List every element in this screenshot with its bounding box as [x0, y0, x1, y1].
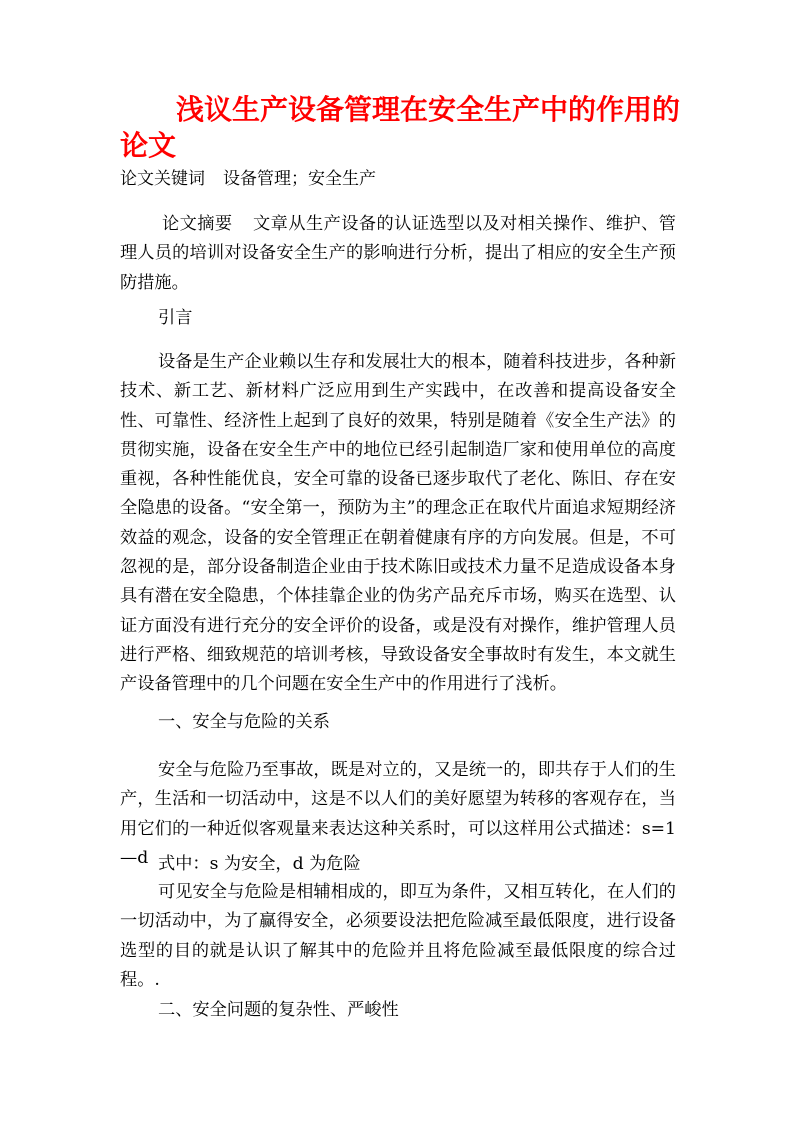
abstract-text: 文章从生产设备的认证选型以及对相关操作、维护、管理人员的培训对设备安全生产的影响进行分析，提出了相应的安全生产预防措施。	[120, 214, 676, 293]
document-title: 浅议生产设备管理在安全生产中的作用的论文	[120, 93, 681, 162]
abstract-label: 论文摘要	[162, 214, 233, 234]
keywords-line	[120, 166, 680, 192]
formula-note: 式中：s 为安全，d 为危险	[158, 854, 361, 874]
intro-paragraph: 设备是生产企业赖以生存和发展壮大的根本，随着科技进步，各种新技术、新工艺、新材料广泛应用到生产实践中，在改善和提高设备安全性、可靠性、经济性上起到了良好的效果，特别是随着《安全生产法》的贯彻实施，设备在安全生产中的地位已经引起制造厂家和使用单位的高度重视，各种性能优良，安全可靠的设备已逐步取代了老化、陈旧、存在安全隐患的设备。“安全第一，预防为主”的理念正在取代片面追求短期经济效益的观念，设备的安全管理正在朝着健康有序的方向发展。但是，不可忽视的是，部分设备制造企业由于技术陈旧或技术力量不足造成设备本身具有潜在安全隐患，个体挂靠企业的伪劣产品充斥市场，购买在选型、认证方面没有进行充分的安全评价的设备，或是没有对操作，维护管理人员进行严格、细致规范的培训考核，导致设备安全事故时有发生，本文就生产设备管理中的几个问题在安全生产中的作用进行了浅析。	[120, 352, 676, 695]
section-heading-2: 二、安全问题的复杂性、严峻性	[158, 1000, 399, 1020]
section1-paragraph-2: 可见安全与危险是相辅相成的，即互为条件，又相互转化，在人们的一切活动中，为了赢得安全，必须要设法把危险减至最低限度，进行设备选型的目的就是认识了解其中的危险并且将危险减至最低限度的综合过程。.	[120, 882, 676, 990]
section-heading-1: 一、安全与危险的关系	[158, 712, 330, 732]
section1-paragraph: 安全与危险乃至事故，既是对立的，又是统一的，即共存于人们的生产，生活和一切活动中，这是不以人们的美好愿望为转移的客观存在，当用它们的一种近似客观量来表达这种关系时，可以这样用公式描述：s=1—d	[120, 760, 676, 868]
keywords-value: 设备管理；安全生产	[223, 169, 376, 189]
intro-heading: 引言	[158, 308, 193, 328]
keywords-label: 论文关键词	[120, 169, 205, 189]
abstract-paragraph	[120, 210, 676, 298]
